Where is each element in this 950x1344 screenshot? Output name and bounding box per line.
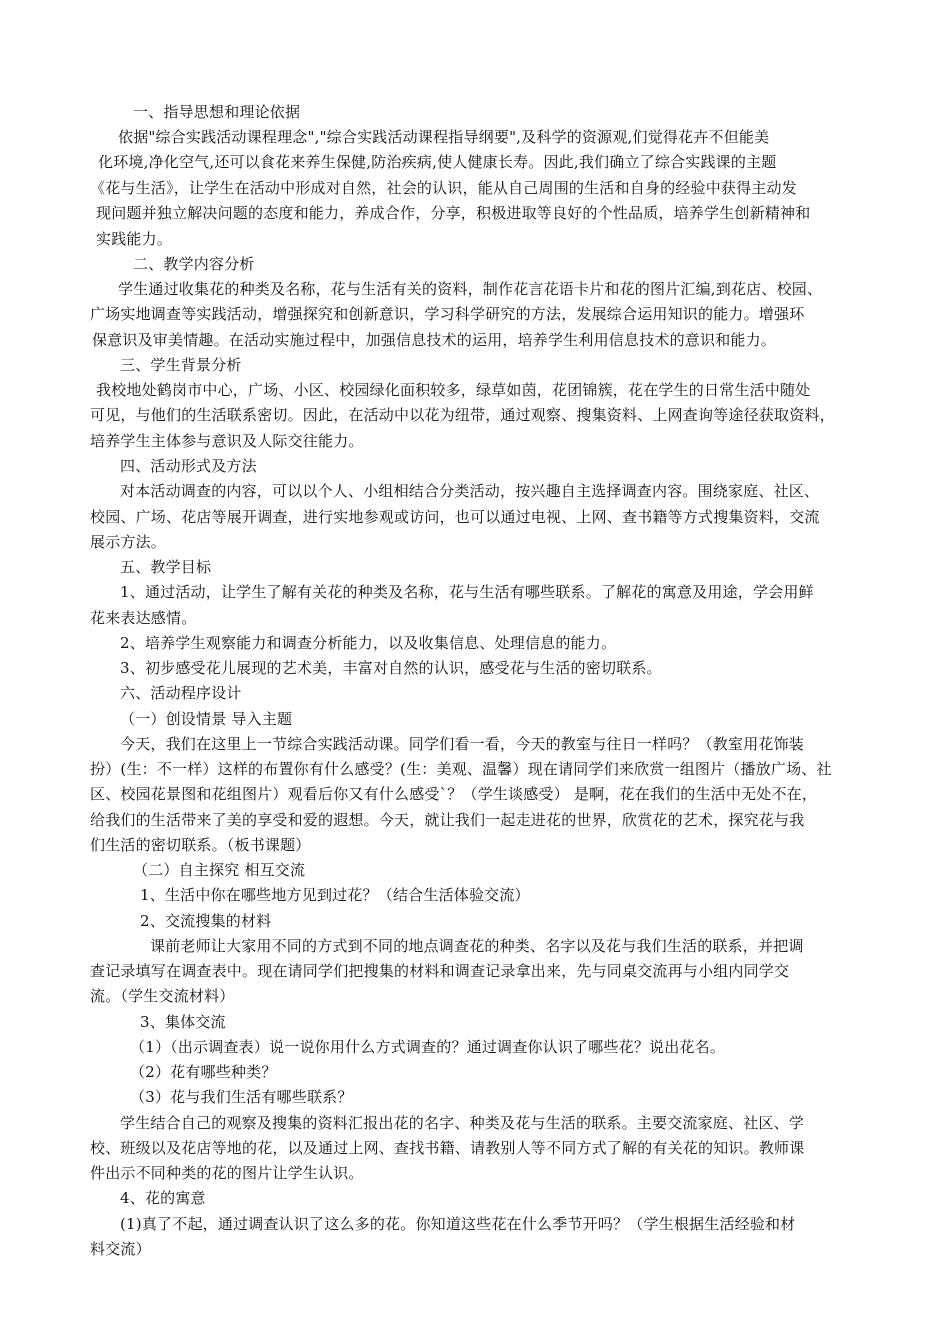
- paragraph-line: 件出示不同种类的花的图片让学生认识。: [90, 1164, 364, 1182]
- paragraph-line: 对本活动调查的内容，可以以个人、小组相结合分类活动，按兴趣自主选择调查内容。围绕家庭、社区、: [120, 482, 820, 500]
- paragraph-line: 现问题并独立解决问题的态度和能力，养成合作，分享，积极进取等良好的个性品质，培养学生创新精神和: [96, 204, 811, 222]
- paragraph-line: 2、培养学生观察能力和调查分析能力，以及收集信息、处理信息的能力。: [120, 634, 617, 652]
- paragraph-line: 学生通过收集花的种类及名称，花与生活有关的资料，制作花言花语卡片和花的图片汇编,到花店、校园、: [118, 280, 823, 298]
- heading-activity-form: 四、活动形式及方法: [120, 457, 257, 475]
- paragraph-line: 1、生活中你在哪些地方见到过花？（结合生活体验交流）: [140, 886, 530, 904]
- paragraph-line: （1）（出示调查表）说一说你用什么方式调查的？通过调查你认识了哪些花？说出花名。: [130, 1038, 726, 1056]
- subheading: （一）创设情景 导入主题: [120, 710, 293, 728]
- paragraph-line: 2、交流搜集的材料: [140, 912, 272, 930]
- paragraph-line: 查记录填写在调查表中。现在请同学们把搜集的材料和调查记录拿出来，先与同桌交流再与小组内同学交: [90, 962, 790, 980]
- paragraph-line: 校、班级以及花店等地的花，以及通过上网、查找书籍、请教别人等不同方式了解的有关花的知识。教师课: [90, 1139, 805, 1157]
- paragraph-line: 培养学生主体参与意识及人际交往能力。: [90, 432, 364, 450]
- paragraph-line: 化环境,净化空气,还可以食花来养生保健,防治疾病,使人健康长寿。因此,我们确立了综合实践课的主题: [98, 153, 777, 171]
- subheading: （二）自主探究 相互交流: [133, 861, 306, 879]
- paragraph-line: 扮）(生：不一样）这样的布置你有什么感受？(生：美观、温馨）现在请同学们来欣赏一组图片（播放广场、社: [90, 760, 832, 778]
- paragraph-line: 区、校园花景图和花组图片）观看后你又有什么感受`？（学生谈感受） 是啊，花在我们的生活中无处不在，: [90, 785, 818, 803]
- paragraph-line: 广场实地调查等实践活动，增强探究和创新意识，学习科学研究的方法，发展综合运用知识的能力。增强环: [90, 305, 805, 323]
- paragraph-line: 《花与生活》，让学生在活动中形成对自然，社会的认识，能从自己周围的生活和自身的经验中获得主动发: [90, 179, 797, 197]
- paragraph-line: 今天，我们在这里上一节综合实践活动课。同学们看一看，今天的教室与往日一样吗？（教室用花饰装: [120, 735, 805, 753]
- paragraph-line: (1)真了不起，通过调查认识了这么多的花。你知道这些花在什么季节开吗？（学生根据生活经验和材: [120, 1215, 796, 1233]
- paragraph-line: 学生结合自己的观察及搜集的资料汇报出花的名字、种类及花与生活的联系。主要交流家庭、社区、学: [120, 1114, 805, 1132]
- paragraph-line: 我校地处鹤岗市中心，广场、小区、校园绿化面积较多，绿草如茵，花团锦簇，花在学生的日常生活中随处: [96, 381, 811, 399]
- paragraph-line: 花来表达感情。: [90, 609, 197, 627]
- paragraph-line: 校园、广场、花店等展开调查，进行实地参观或访问，也可以通过电视、上网、查书籍等方式搜集资料，交流: [90, 508, 820, 526]
- paragraph-line: （2）花有哪些种类？: [130, 1063, 277, 1081]
- paragraph-line: 3、集体交流: [140, 1013, 226, 1031]
- heading-teaching-goals: 五、教学目标: [120, 558, 212, 576]
- paragraph-line: 给我们的生活带来了美的享受和爱的遐想。今天，就让我们一起走进花的世界，欣赏花的艺术，探究花与我: [90, 811, 805, 829]
- paragraph-line: 们生活的密切联系。（板书课题）: [90, 836, 311, 854]
- paragraph-line: 可见，与他们的生活联系密切。因此，在活动中以花为纽带，通过观察、搜集资料、上网查询等途径获取资料，: [90, 406, 835, 424]
- heading-guiding-thought: 一、指导思想和理论依据: [133, 103, 301, 121]
- paragraph-line: 展示方法。: [90, 533, 167, 551]
- heading-student-background: 三、学生背景分析: [120, 356, 242, 374]
- paragraph-line: 保意识及审美情趣。在活动实施过程中，加强信息技术的运用，培养学生利用信息技术的意识和能力。: [92, 331, 777, 349]
- paragraph-line: 流。（学生交流材料）: [90, 987, 235, 1005]
- paragraph-line: 实践能力。: [96, 230, 173, 248]
- heading-content-analysis: 二、教学内容分析: [133, 255, 255, 273]
- paragraph-line: 依据"综合实践活动课程理念","综合实践活动课程指导纲要",及科学的资源观,们觉得花卉不但能美: [118, 128, 770, 146]
- paragraph-line: 3、初步感受花儿展现的艺术美，丰富对自然的认识，感受花与生活的密切联系。: [120, 659, 662, 677]
- heading-activity-procedure: 六、活动程序设计: [120, 684, 242, 702]
- paragraph-line: 料交流）: [90, 1240, 151, 1258]
- paragraph-line: 1、通过活动，让学生了解有关花的种类及名称，花与生活有哪些联系。了解花的寓意及用途，学会用鲜: [120, 583, 814, 601]
- paragraph-line: 课前老师让大家用不同的方式到不同的地点调查花的种类、名字以及花与我们生活的联系，并把调: [150, 937, 804, 955]
- subheading: 4、花的寓意: [120, 1189, 206, 1207]
- paragraph-line: （3）花与我们生活有哪些联系？: [130, 1088, 353, 1106]
